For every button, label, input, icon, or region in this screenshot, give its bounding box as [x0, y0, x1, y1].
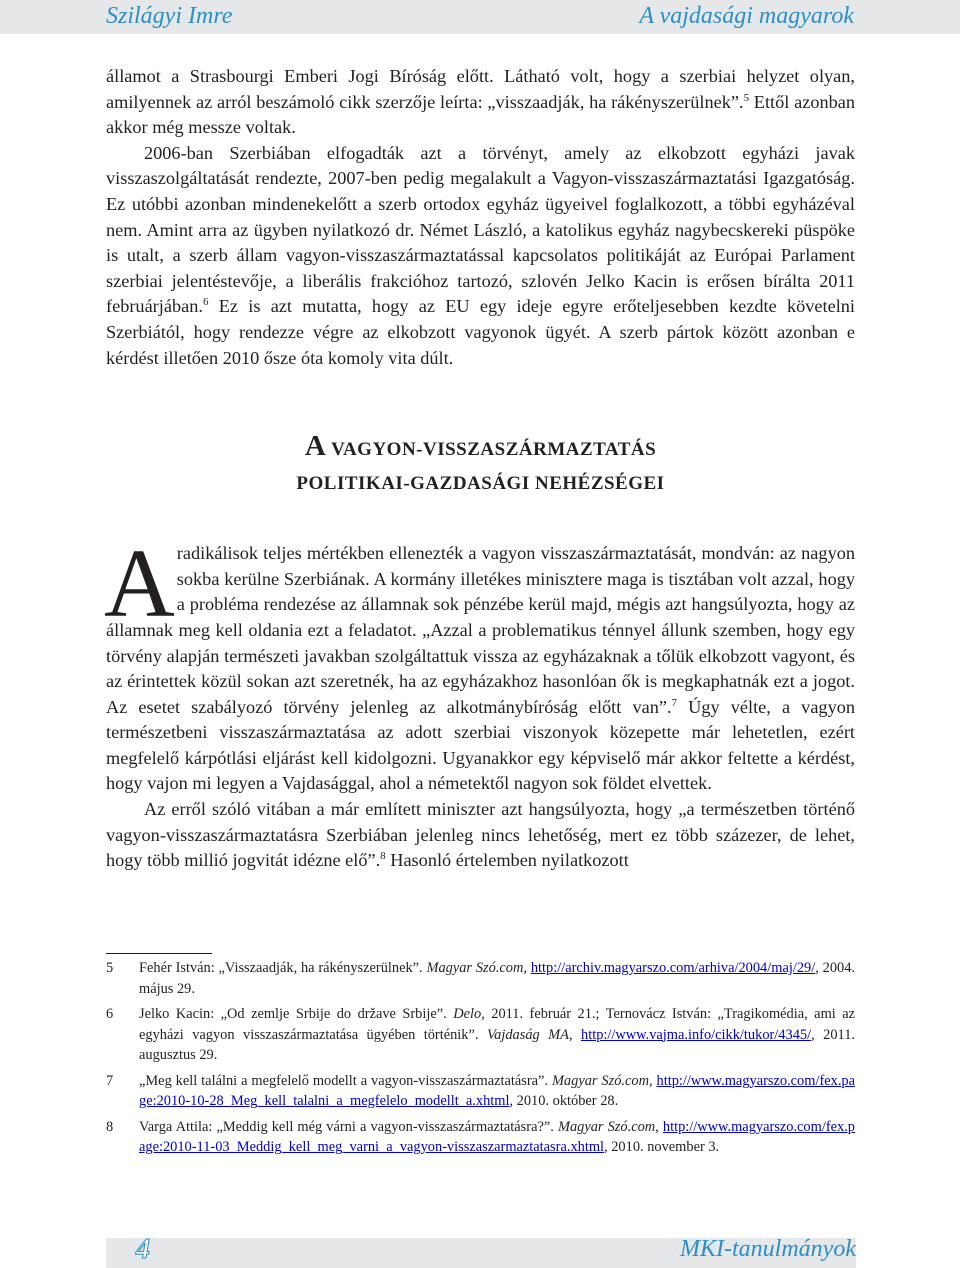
footnote-source: Magyar Szó.com, [426, 960, 527, 976]
footnote-6 [106, 1004, 855, 1066]
section-title [106, 429, 855, 501]
footnote-ref-6[interactable]: 6 [202, 296, 209, 309]
footnote-source: Vajdaság MA, [486, 1026, 573, 1043]
section-title-line-2: POLITIKAI-GAZDASÁGI NEHÉZSÉGEI [296, 473, 665, 495]
footnote-link[interactable]: http://www.vajma.info/cikk/tukor/4345/ [581, 1026, 812, 1043]
footnote-7 [106, 1071, 855, 1112]
journal-name: MKI-tanulmányok [680, 1236, 856, 1262]
footnote-source: Delo [453, 1006, 482, 1022]
footnote-text: Varga Attila: „Meddig kell még várni a vagyon-visszaszármaztatásra?”. [139, 1118, 558, 1135]
page-number: 4 [136, 1234, 150, 1265]
header-title: A vajdasági magyarok [639, 3, 854, 29]
paragraph-2 [106, 141, 855, 371]
paragraph-3-text-b: Úgy vélte, a vagyon természetbeni visszaszármaztatása az adott szerbiai viszonyok közepette már lehetetlen, ezért megfelelő kárpótlási eljárást kell kidolgozni. Ugyanakkor egy képviselő már akkor feltette a kérdést, hogy vajon mi legyen a Vajdasággal, ahol a németektől nagyon sok földet elvettek. [106, 696, 855, 794]
paragraph-2-text-b: Ez is azt mutatta, hogy az EU egy ideje egyre erőteljesebben kezdte követelni Szerbiától, hogy rendezze végre az elkobzott vagyonok ügyét. A szerb pártok között azonban e kérdést illetően 2010 ősze óta komoly vita dúlt. [106, 296, 855, 368]
footnote-date: , 2010. november 3. [604, 1139, 720, 1155]
section-title-line-1 [106, 429, 855, 467]
footnote-8 [106, 1117, 855, 1158]
footnote-text: „Meg kell találni a megfelelő modellt a vagyon-visszaszármaztatásra”. [139, 1072, 552, 1089]
section-title-rest: VAGYON-VISSZASZÁRMAZTATÁS [326, 439, 657, 461]
footnote-5 [106, 958, 855, 999]
paragraph-3 [104, 530, 855, 797]
footnote-source: Magyar Szó.com, [557, 1118, 659, 1135]
paragraph-4-text-a: Az erről szóló vitában a már említett miniszter azt hangsúlyozta, hogy „a természetben történő vagyon-visszaszármaztatásra Szerbiában jelenleg nincs lehetőség, mert ez több százezer, de lehet, hogy több millió jogvitát idézne elő”. [106, 799, 855, 871]
paragraph-4 [106, 797, 855, 874]
main-text [106, 64, 855, 874]
footnote-number: 5 [106, 960, 114, 976]
section-title-initial: A [304, 430, 327, 463]
footnote-number: 6 [106, 1006, 114, 1022]
footnotes [106, 953, 855, 1163]
footnote-date: , 2004. május 29. [139, 960, 855, 997]
footnote-rule [106, 953, 212, 954]
paragraph-1-text-a: államot a Strasbourgi Emberi Jogi Bíróság előtt. Látható volt, hogy a szerbiai helyzet olyan, amilyennek az arról beszámoló cikk szerzője leírta: „visszaadják, ha rákényszerülnek”. [106, 66, 855, 112]
footnote-link[interactable]: http://archiv.magyarszo.com/arhiva/2004/maj/29/ [530, 960, 816, 976]
running-footer [106, 1234, 856, 1268]
footnote-text: Jelko Kacin: „Od zemlje Srbije do države Srbije”. [139, 1006, 454, 1022]
paragraph-4-text-b: Hasonló értelemben nyilatkozott [385, 850, 629, 871]
footnote-link[interactable]: http://www.magyarszo.com/fex.page:2010-10-28_Meg_kell_talalni_a_megfelelo_modellt_a.xhtml [139, 1072, 855, 1109]
footnote-date: , 2011. augusztus 29. [139, 1026, 855, 1063]
footnote-text: , 2011. február 21.; Ternovácz István: „Tragikomédia, ami az egyházi vagyon visszaszármaztatása ügyében történik”. [139, 1006, 855, 1043]
footnote-ref-8[interactable]: 8 [380, 850, 386, 863]
paragraph-3-text-a: radikálisok teljes mértékben ellenezték a vagyon visszaszármaztatását, mondván: az nagyon sokba kerülne Szerbiának. A kormány illetékes minisztere maga is tisztában volt azzal, hogy a probléma rendezése az államnak sok pénzébe kerül majd, mégis azt hangsúlyozta, hogy az államnak meg kell oldania ezt a feladatot. „Azzal a problematikus ténnyel állunk szemben, hogy egy törvény alapján természeti javakban szolgáltattuk vissza az egyházaknak a tőlük elkobzott vagyont, és az érintettek közül sokan azt szeretnék, ha az egyházakhoz hasonlóan ők is megkaphatnák ezt a jogot. Az esetet szabályozó törvény jelenleg az alkotmánybíróság előtt van”. [106, 543, 855, 717]
footnote-text: Fehér István: „Visszaadják, ha rákényszerülnek”. [139, 960, 427, 976]
running-header [0, 0, 960, 34]
footnote-number: 8 [106, 1118, 114, 1135]
paragraph-2-text-a: 2006-ban Szerbiában elfogadták azt a törvényt, amely az elkobzott egyházi javak visszaszolgáltatását rendezte, 2007-ben pedig megalakult a Vagyon-visszaszármaztatási Igazgatóság. Ez utóbbi azonban mindenekelőtt a szerb ortodox egyház ügyeivel foglalkozott, a többi egyházéval nem. Amint arra az ügyben nyilatkozó dr. Német László, a katolikus egyház nagybecskereki püspöke is utalt, a szerb állam vagyon-visszaszármaztatással kapcsolatos politikáját az Európai Parlament szerbiai jelentéstevője, a liberális frakcióhoz tartozó, szlovén Jelko Kacin is erősen bírálta 2011 februárjában. [106, 142, 855, 317]
footnote-link[interactable]: http://www.magyarszo.com/fex.page:2010-11-03_Meddig_kell_meg_varni_a_vagyon-visszaszarmaztatasra.xhtml [139, 1118, 855, 1155]
paragraph-1 [106, 64, 855, 141]
paragraph-1-text-b: Ettől azonban akkor még messze voltak. [106, 91, 855, 138]
footnote-ref-5[interactable]: 5 [743, 91, 750, 104]
footnote-source: Magyar Szó.com, [551, 1072, 653, 1089]
drop-cap: A [104, 530, 175, 639]
footnote-number: 7 [106, 1072, 114, 1089]
footnote-date: , 2010. október 28. [509, 1093, 619, 1109]
header-author: Szilágyi Imre [106, 3, 233, 29]
footnote-ref-7[interactable]: 7 [671, 696, 678, 709]
